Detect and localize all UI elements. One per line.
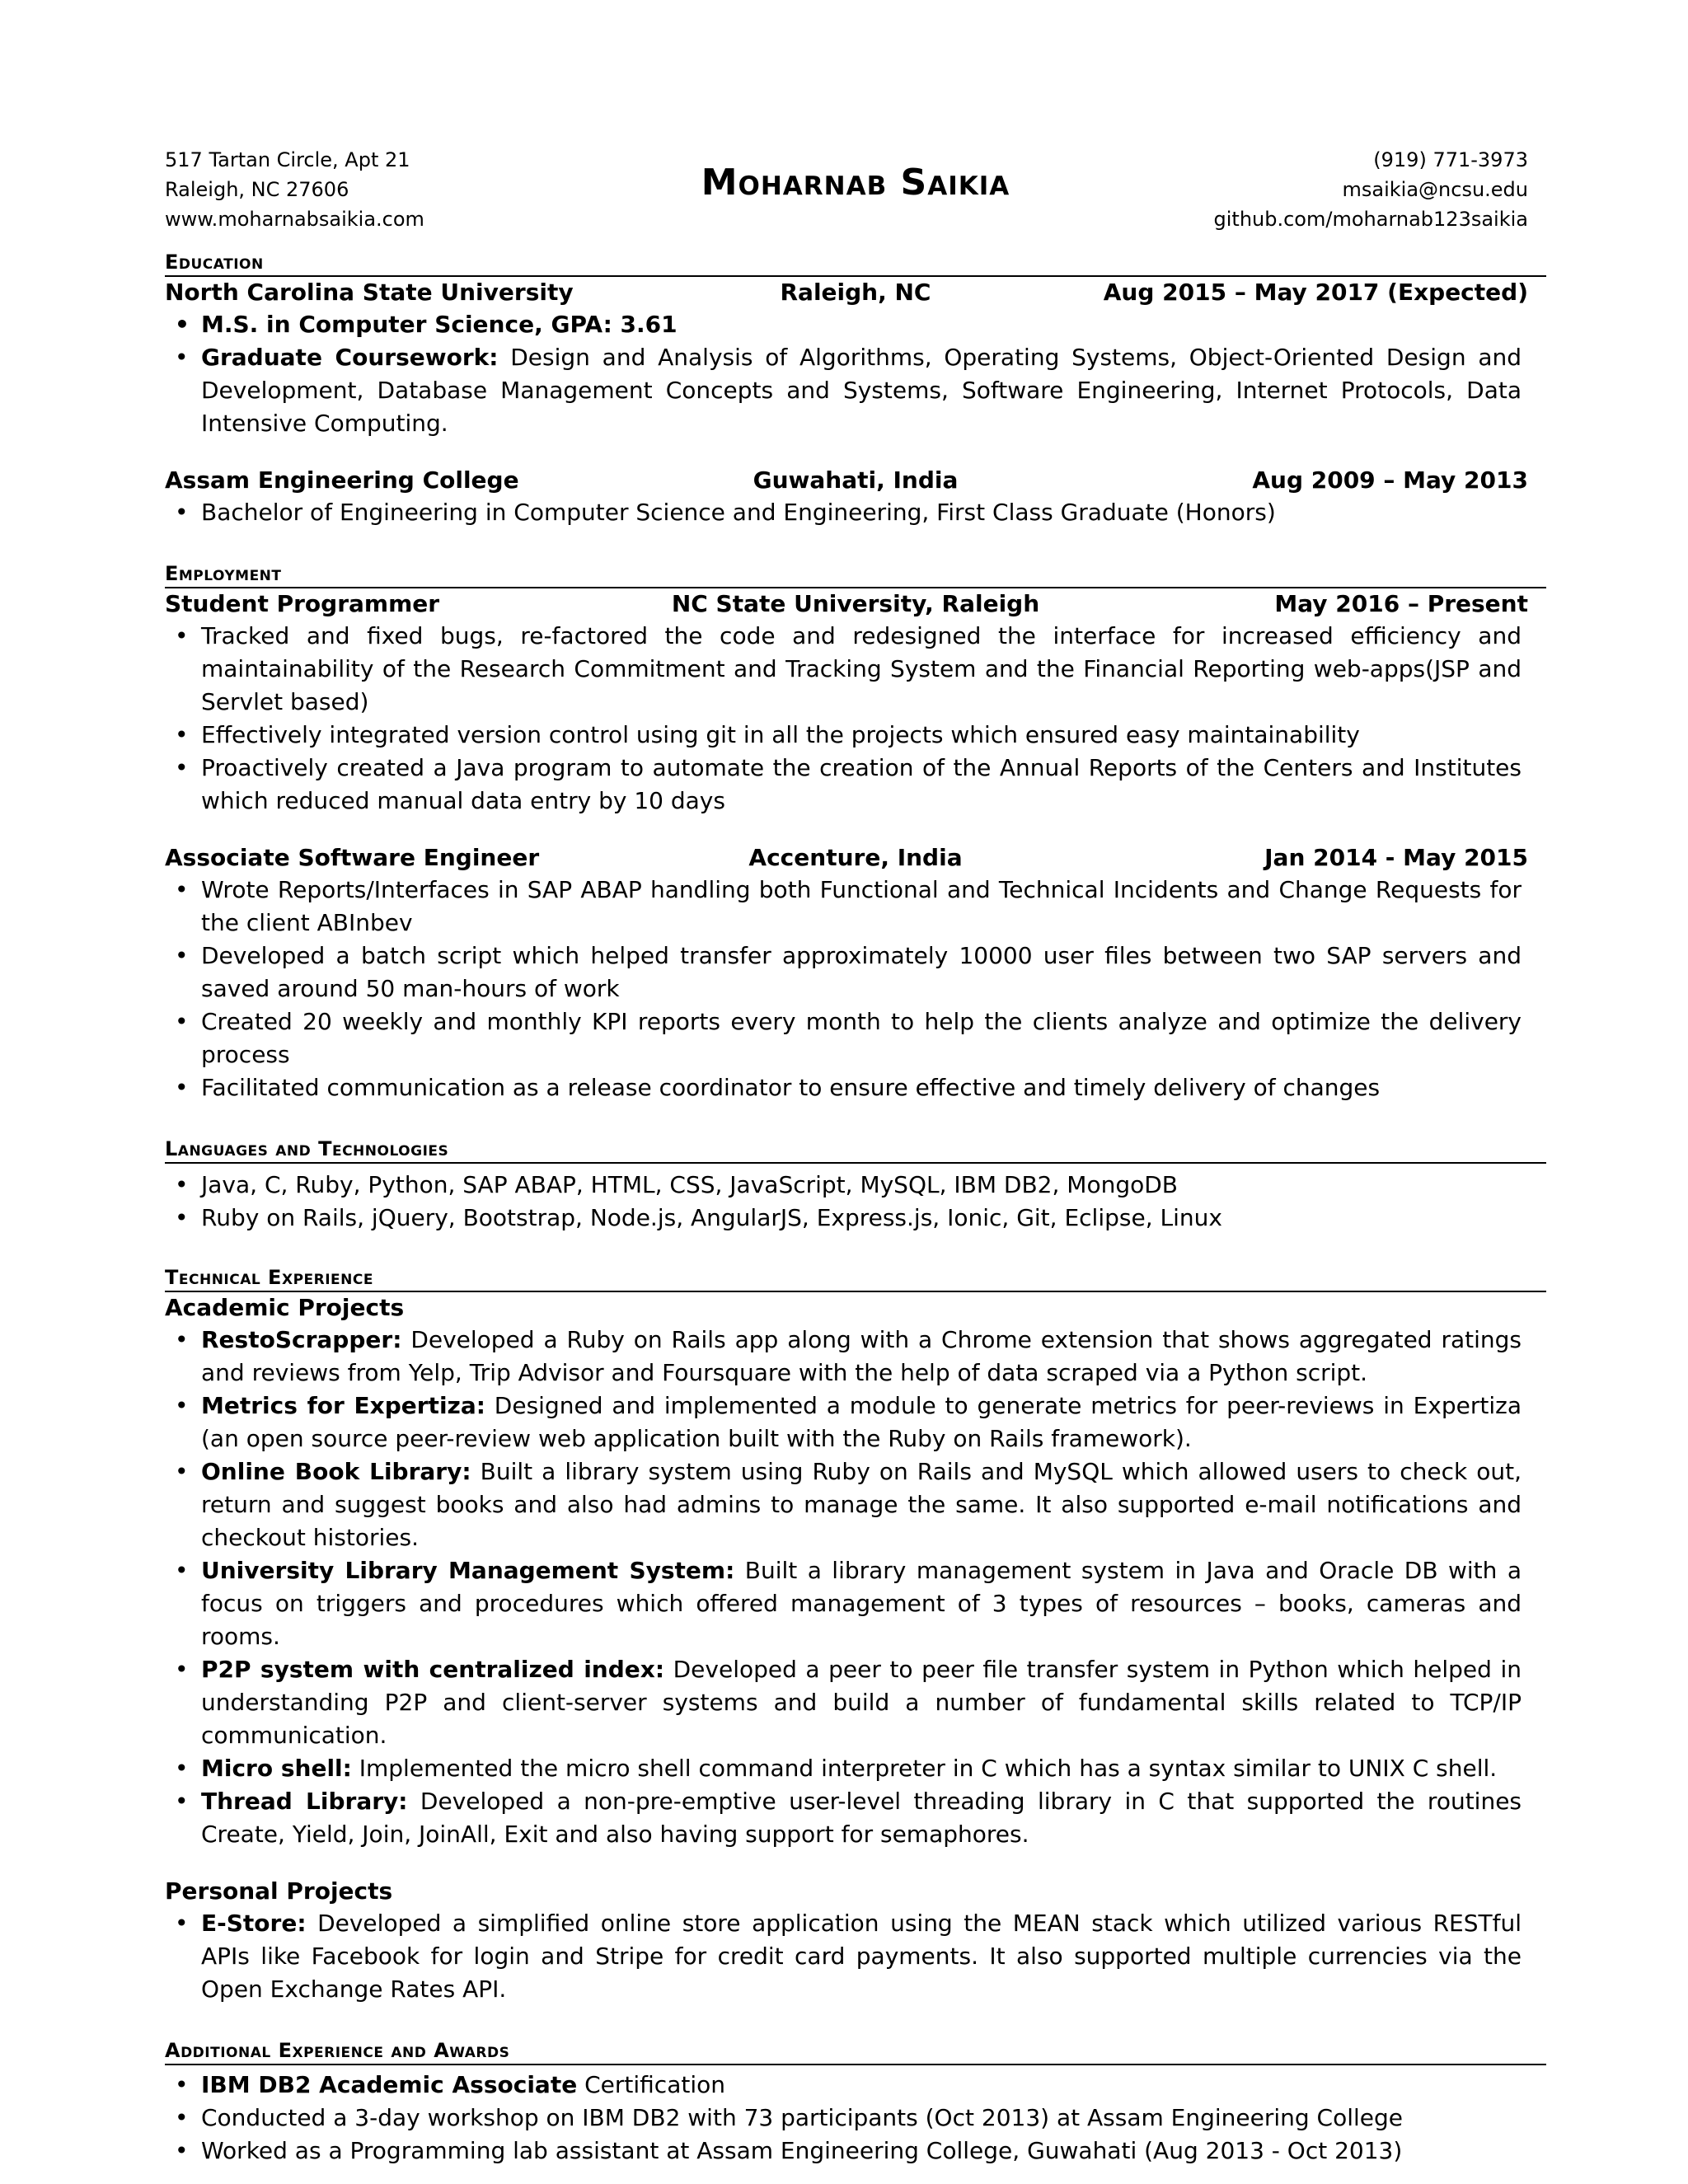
education-details bbox=[165, 496, 1546, 529]
list-item: • Micro shell: Implemented the micro shell command interpreter in C which has a syntax similar to UNIX C shell. bbox=[201, 1752, 1546, 1785]
website[interactable]: www.moharnabsaikia.com bbox=[165, 208, 424, 231]
languages-section bbox=[165, 1137, 1546, 1235]
section-title-employment: Employment bbox=[165, 562, 1546, 588]
education-section bbox=[165, 251, 1546, 529]
personal-projects-heading: Personal Projects bbox=[165, 1877, 393, 1905]
education-details bbox=[165, 308, 1546, 440]
list-item: • Facilitated communication as a release coordinator to ensure effective and timely delivery of changes bbox=[201, 1071, 1546, 1104]
list-item: • Effectively integrated version control using git in all the projects which ensured easy maintainability bbox=[201, 719, 1546, 752]
list-item: • Thread Library: Developed a non-pre-emptive user-level threading library in C that supported the routines Create, Yield, Join, JoinAll, Exit and also having support for semaphores. bbox=[201, 1785, 1546, 1851]
candidate-name: Moharnab Saikia bbox=[701, 162, 1010, 204]
list-item: • Graduate Coursework: Design and Analysis of Algorithms, Operating Systems, Object-Oriented Design and Development, Database Management Concepts and Systems, Software Engineering, Internet Protocols, Data Intensive Computing. bbox=[201, 341, 1546, 440]
phone: (919) 771-3973 bbox=[1373, 148, 1528, 171]
github[interactable]: github.com/moharnab123saikia bbox=[1213, 208, 1528, 231]
employment-section bbox=[165, 562, 1546, 1104]
location: Raleigh, NC bbox=[780, 279, 931, 306]
list-item: • Conducted a 3-day workshop on IBM DB2 with 73 participants (Oct 2013) at Assam Engineering College bbox=[201, 2102, 1546, 2135]
list-item: • Developed a batch script which helped transfer approximately 10000 user files between two SAP servers and saved around 50 man-hours of work bbox=[201, 940, 1546, 1005]
list-item: • P2P system with centralized index: Developed a peer to peer file transfer system in Python which helped in understanding P2P and client-server systems and build a number of fundamental skills related to TCP/IP communication. bbox=[201, 1653, 1546, 1752]
job-org: Accenture, India bbox=[748, 844, 963, 871]
job-dates: May 2016 – Present bbox=[1274, 590, 1528, 617]
additional-list bbox=[165, 2069, 1546, 2168]
technical-section bbox=[165, 1266, 1546, 2006]
list-item: • University Library Management System: Built a library management system in Java and Oracle DB with a focus on triggers and procedures which offered management of 3 types of resources – books, cameras and rooms. bbox=[201, 1554, 1546, 1653]
education-entry-header bbox=[165, 277, 1546, 308]
address-line-2: Raleigh, NC 27606 bbox=[165, 178, 349, 201]
location: Guwahati, India bbox=[753, 466, 959, 494]
institution: North Carolina State University bbox=[165, 279, 574, 306]
academic-projects-heading: Academic Projects bbox=[165, 1294, 405, 1321]
list-item: • E-Store: Developed a simplified online store application using the MEAN stack which utilized various RESTful APIs like Facebook for login and Stripe for credit card payments. It also supported multiple currencies via the Open Exchange Rates API. bbox=[201, 1907, 1546, 2006]
list-item: • Created 20 weekly and monthly KPI reports every month to help the clients analyze and optimize the delivery process bbox=[201, 1005, 1546, 1071]
personal-projects-list bbox=[165, 1907, 1546, 2006]
additional-section bbox=[165, 2039, 1546, 2168]
job-header bbox=[165, 842, 1546, 874]
education-entry-header bbox=[165, 465, 1546, 496]
list-item: • Wrote Reports/Interfaces in SAP ABAP handling both Functional and Technical Incidents and Change Requests for the client ABInbev bbox=[201, 874, 1546, 940]
job-role: Student Programmer bbox=[165, 590, 440, 617]
email[interactable]: msaikia@ncsu.edu bbox=[1342, 178, 1528, 201]
list-item: • Java, C, Ruby, Python, SAP ABAP, HTML, CSS, JavaScript, MySQL, IBM DB2, MongoDB bbox=[201, 1169, 1546, 1202]
job-header bbox=[165, 588, 1546, 620]
list-item: • Worked as a Programming lab assistant at Assam Engineering College, Guwahati (Aug 2013 - Oct 2013) bbox=[201, 2135, 1546, 2168]
job-dates: Jan 2014 - May 2015 bbox=[1264, 844, 1528, 871]
list-item: • M.S. in Computer Science, GPA: 3.61 bbox=[201, 308, 1546, 341]
dates: Aug 2009 – May 2013 bbox=[1252, 466, 1528, 494]
institution: Assam Engineering College bbox=[165, 466, 519, 494]
resume-header bbox=[165, 140, 1546, 239]
section-title-additional: Additional Experience and Awards bbox=[165, 2039, 1546, 2065]
list-item: • Ruby on Rails, jQuery, Bootstrap, Node.js, AngularJS, Express.js, Ionic, Git, Eclipse, Linux bbox=[201, 1202, 1546, 1235]
academic-projects-list bbox=[165, 1324, 1546, 1851]
list-item: • Tracked and fixed bugs, re-factored the code and redesigned the interface for increased efficiency and maintainability of the Research Commitment and Tracking System and the Financial Reporting web-apps(JSP and Servlet based) bbox=[201, 620, 1546, 719]
list-item: • Bachelor of Engineering in Computer Science and Engineering, First Class Graduate (Honors) bbox=[201, 496, 1546, 529]
resume-page bbox=[165, 140, 1546, 2168]
job-bullets bbox=[165, 874, 1546, 1104]
job-role: Associate Software Engineer bbox=[165, 844, 540, 871]
address-line-1: 517 Tartan Circle, Apt 21 bbox=[165, 148, 410, 171]
list-item: • Proactively created a Java program to automate the creation of the Annual Reports of the Centers and Institutes which reduced manual data entry by 10 days bbox=[201, 752, 1546, 818]
list-item: • Metrics for Expertiza: Designed and implemented a module to generate metrics for peer-reviews in Expertiza (an open source peer-review web application built with the Ruby on Rails framework). bbox=[201, 1390, 1546, 1455]
list-item: • RestoScrapper: Developed a Ruby on Rails app along with a Chrome extension that shows aggregated ratings and reviews from Yelp, Trip Advisor and Foursquare with the help of data scraped via a Python script. bbox=[201, 1324, 1546, 1390]
job-bullets bbox=[165, 620, 1546, 818]
list-item: • Online Book Library: Built a library system using Ruby on Rails and MySQL which allowed users to check out, return and suggest books and also had admins to manage the same. It also supported e-mail notifications and checkout histories. bbox=[201, 1455, 1546, 1554]
section-title-languages: Languages and Technologies bbox=[165, 1137, 1546, 1164]
contact-block bbox=[1214, 145, 1528, 234]
section-title-technical: Technical Experience bbox=[165, 1266, 1546, 1292]
section-title-education: Education bbox=[165, 251, 1546, 277]
dates: Aug 2015 – May 2017 (Expected) bbox=[1103, 279, 1528, 306]
job-org: NC State University, Raleigh bbox=[671, 590, 1040, 617]
languages-list bbox=[165, 1169, 1546, 1235]
list-item: • IBM DB2 Academic Associate Certification bbox=[201, 2069, 1546, 2102]
